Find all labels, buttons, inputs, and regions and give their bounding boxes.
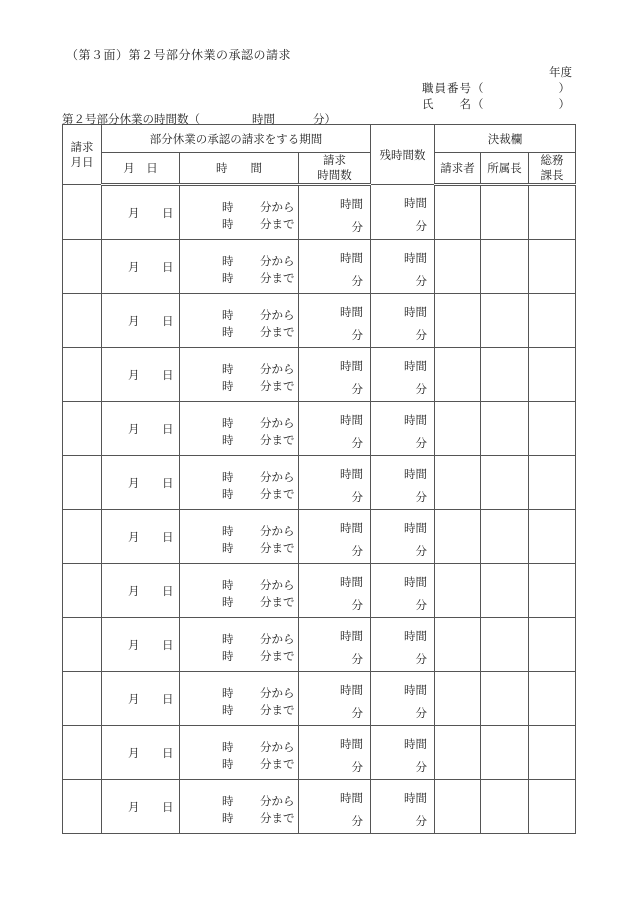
from-minute-unit: 分から [260,470,295,484]
month-unit: 月 [128,475,140,490]
time-range-cell[interactable] [180,726,299,780]
requester-seal-cell[interactable] [435,564,481,618]
requested-hours-cell[interactable] [299,780,371,834]
hours-unit: 時間 [340,791,364,805]
request-date-cell[interactable] [63,348,102,402]
month-unit: 月 [128,691,140,706]
minutes-unit: 分 [415,706,428,720]
to-hour-unit: 時 [222,811,234,825]
requested-hours-cell[interactable] [299,510,371,564]
hours-unit: 時間 [340,683,364,697]
to-minute-unit: 分まで [260,379,295,393]
department-head-seal-cell[interactable] [481,618,529,672]
requester-seal-cell[interactable] [435,240,481,294]
from-hour-unit: 時 [222,794,234,808]
header-approval-group: 決裁欄 [435,125,576,153]
table-row [63,726,576,780]
minutes-unit: 分 [415,219,428,233]
to-minute-unit: 分まで [260,757,295,771]
department-head-seal-cell[interactable] [481,402,529,456]
request-date-cell[interactable] [63,564,102,618]
time-range-cell[interactable] [180,294,299,348]
remaining-hours-cell[interactable] [371,348,435,402]
minutes-unit: 分） [313,112,336,126]
requester-seal-cell[interactable] [435,294,481,348]
time-range-cell[interactable] [180,402,299,456]
department-head-seal-cell[interactable] [481,672,529,726]
remaining-hours-cell[interactable] [371,780,435,834]
from-hour-unit: 時 [222,254,234,268]
month-day-cell[interactable] [102,618,180,672]
month-unit: 月 [128,637,140,652]
remaining-hours-cell[interactable] [371,402,435,456]
minutes-unit: 分 [351,274,364,288]
day-unit: 日 [162,637,174,652]
minutes-unit: 分 [351,652,364,666]
general-affairs-chief-seal-cell[interactable] [529,456,576,510]
table-row [63,456,576,510]
hours-unit: 時間 [252,112,275,126]
department-head-seal-cell[interactable] [481,726,529,780]
remaining-hours-cell[interactable] [371,726,435,780]
to-hour-unit: 時 [222,595,234,609]
remaining-hours-cell[interactable] [371,185,435,240]
hours-unit: 時間 [404,413,428,427]
requester-seal-cell[interactable] [435,348,481,402]
from-minute-unit: 分から [260,308,295,322]
from-hour-unit: 時 [222,740,234,754]
general-affairs-chief-seal-cell[interactable] [529,672,576,726]
month-day-cell[interactable] [102,564,180,618]
hours-unit: 時間 [340,629,364,643]
close-paren: ） [558,81,570,95]
from-minute-unit: 分から [260,740,295,754]
remaining-hours-cell[interactable] [371,294,435,348]
minutes-unit: 分 [415,598,428,612]
from-minute-unit: 分から [260,362,295,376]
time-range-cell[interactable] [180,780,299,834]
from-minute-unit: 分から [260,632,295,646]
table-row [63,780,576,834]
hours-unit: 時間 [404,575,428,589]
time-range-cell[interactable] [180,510,299,564]
hours-total-label: 第２号部分休業の時間数（ [62,112,200,126]
requester-seal-cell[interactable] [435,672,481,726]
minutes-unit: 分 [351,436,364,450]
month-unit: 月 [128,799,140,814]
month-day-cell[interactable] [102,348,180,402]
requester-seal-cell[interactable] [435,402,481,456]
requested-hours-cell[interactable] [299,672,371,726]
requester-seal-cell[interactable] [435,780,481,834]
hours-unit: 時間 [340,305,364,319]
requester-seal-cell[interactable] [435,510,481,564]
staff-number-field[interactable] [422,80,570,96]
hours-unit: 時間 [404,521,428,535]
hours-unit: 時間 [340,575,364,589]
general-affairs-chief-seal-cell[interactable] [529,726,576,780]
header-time: 時 間 [180,153,299,185]
fiscal-year-label: 年度 [549,65,572,79]
hours-unit: 時間 [404,196,428,210]
department-head-seal-cell[interactable] [481,780,529,834]
from-hour-unit: 時 [222,524,234,538]
minutes-unit: 分 [415,436,428,450]
day-unit: 日 [162,313,174,328]
month-day-cell[interactable] [102,672,180,726]
hours-unit: 時間 [340,251,364,265]
header-month-day: 月 日 [102,153,180,185]
request-date-cell[interactable] [63,726,102,780]
table-row [63,185,576,240]
from-minute-unit: 分から [260,686,295,700]
to-hour-unit: 時 [222,325,234,339]
table-row [63,672,576,726]
month-unit: 月 [128,367,140,382]
minutes-unit: 分 [415,490,428,504]
requested-hours-cell[interactable] [299,456,371,510]
minutes-unit: 分 [415,544,428,558]
general-affairs-chief-seal-cell[interactable] [529,618,576,672]
request-date-cell[interactable] [63,618,102,672]
time-range-cell[interactable] [180,348,299,402]
to-minute-unit: 分まで [260,217,295,231]
month-unit: 月 [128,421,140,436]
minutes-unit: 分 [415,760,428,774]
day-unit: 日 [162,583,174,598]
minutes-unit: 分 [351,760,364,774]
remaining-hours-cell[interactable] [371,618,435,672]
table-row [63,618,576,672]
requested-hours-cell[interactable] [299,618,371,672]
hours-unit: 時間 [340,359,364,373]
minutes-unit: 分 [351,490,364,504]
to-hour-unit: 時 [222,217,234,231]
from-hour-unit: 時 [222,578,234,592]
remaining-hours-cell[interactable] [371,240,435,294]
time-range-cell[interactable] [180,564,299,618]
general-affairs-chief-seal-cell[interactable] [529,185,576,240]
hours-unit: 時間 [340,467,364,481]
close-paren: ） [558,97,570,111]
request-date-cell[interactable] [63,185,102,240]
staff-name-input[interactable] [484,96,559,112]
from-hour-unit: 時 [222,632,234,646]
general-affairs-chief-seal-cell[interactable] [529,510,576,564]
header-requester: 請求者 [435,153,481,185]
minutes-unit: 分 [351,220,364,234]
day-unit: 日 [162,367,174,382]
month-unit: 月 [128,583,140,598]
from-hour-unit: 時 [222,416,234,430]
department-head-seal-cell[interactable] [481,185,529,240]
general-affairs-chief-seal-cell[interactable] [529,402,576,456]
to-hour-unit: 時 [222,433,234,447]
month-day-cell[interactable] [102,294,180,348]
header-department-head: 所属長 [481,153,529,185]
table-row [63,564,576,618]
hours-unit: 時間 [404,467,428,481]
to-hour-unit: 時 [222,271,234,285]
requested-hours-cell[interactable] [299,564,371,618]
department-head-seal-cell[interactable] [481,564,529,618]
day-unit: 日 [162,475,174,490]
from-hour-unit: 時 [222,308,234,322]
header-remaining-hours: 残時間数 [371,125,435,185]
to-minute-unit: 分まで [260,703,295,717]
requested-hours-cell[interactable] [299,726,371,780]
minutes-unit: 分 [415,328,428,342]
from-minute-unit: 分から [260,794,295,808]
table-row [63,240,576,294]
requested-hours-cell[interactable] [299,240,371,294]
from-minute-unit: 分から [260,578,295,592]
staff-name-label: 氏 名（ [422,97,485,111]
hours-unit: 時間 [340,413,364,427]
to-minute-unit: 分まで [260,271,295,285]
department-head-seal-cell[interactable] [481,348,529,402]
to-minute-unit: 分まで [260,649,295,663]
month-unit: 月 [128,205,140,220]
table-row [63,294,576,348]
remaining-hours-cell[interactable] [371,672,435,726]
request-date-cell[interactable] [63,402,102,456]
general-affairs-chief-seal-cell[interactable] [529,294,576,348]
department-head-seal-cell[interactable] [481,294,529,348]
to-hour-unit: 時 [222,649,234,663]
from-hour-unit: 時 [222,686,234,700]
staff-number-label: 職員番号（ [422,81,485,95]
to-hour-unit: 時 [222,487,234,501]
requested-hours-cell[interactable] [299,185,371,240]
from-hour-unit: 時 [222,470,234,484]
hours-unit: 時間 [404,305,428,319]
month-unit: 月 [128,259,140,274]
remaining-hours-cell[interactable] [371,456,435,510]
requested-hours-cell[interactable] [299,294,371,348]
requester-seal-cell[interactable] [435,726,481,780]
general-affairs-chief-seal-cell[interactable] [529,348,576,402]
hours-unit: 時間 [340,737,364,751]
hours-unit: 時間 [404,629,428,643]
month-day-cell[interactable] [102,402,180,456]
hours-unit: 時間 [404,359,428,373]
month-day-cell[interactable] [102,726,180,780]
department-head-seal-cell[interactable] [481,510,529,564]
staff-name-field[interactable] [422,96,570,112]
requester-seal-cell[interactable] [435,185,481,240]
month-unit: 月 [128,529,140,544]
from-hour-unit: 時 [222,200,234,214]
to-minute-unit: 分まで [260,487,295,501]
minutes-unit: 分 [351,706,364,720]
minutes-unit: 分 [351,328,364,342]
to-hour-unit: 時 [222,541,234,555]
month-day-cell[interactable] [102,456,180,510]
from-minute-unit: 分から [260,254,295,268]
general-affairs-chief-seal-cell[interactable] [529,780,576,834]
time-range-cell[interactable] [180,672,299,726]
remaining-hours-cell[interactable] [371,564,435,618]
minutes-unit: 分 [415,274,428,288]
form-title: （第３面）第２号部分休業の承認の請求 [66,48,292,62]
table-row [63,402,576,456]
remaining-hours-cell[interactable] [371,510,435,564]
to-hour-unit: 時 [222,703,234,717]
partial-leave-request-table [62,124,576,834]
from-hour-unit: 時 [222,362,234,376]
minutes-unit: 分 [351,814,364,828]
request-date-cell[interactable] [63,780,102,834]
time-range-cell[interactable] [180,456,299,510]
to-minute-unit: 分まで [260,811,295,825]
header-period-group: 部分休業の承認の請求をする期間 [102,125,371,153]
hours-unit: 時間 [404,737,428,751]
time-range-cell[interactable] [180,240,299,294]
to-minute-unit: 分まで [260,433,295,447]
to-hour-unit: 時 [222,379,234,393]
minutes-unit: 分 [351,544,364,558]
month-day-cell[interactable] [102,240,180,294]
request-date-cell[interactable] [63,240,102,294]
day-unit: 日 [162,205,174,220]
header-general-affairs-chief: 総務 課長 [529,153,576,185]
requester-seal-cell[interactable] [435,456,481,510]
day-unit: 日 [162,529,174,544]
to-minute-unit: 分まで [260,595,295,609]
month-unit: 月 [128,745,140,760]
from-minute-unit: 分から [260,200,295,214]
to-minute-unit: 分まで [260,325,295,339]
hours-unit: 時間 [404,791,428,805]
to-minute-unit: 分まで [260,541,295,555]
requester-seal-cell[interactable] [435,618,481,672]
minutes-unit: 分 [415,652,428,666]
month-day-cell[interactable] [102,510,180,564]
day-unit: 日 [162,799,174,814]
to-hour-unit: 時 [222,757,234,771]
hours-unit: 時間 [340,197,364,211]
table-row [63,348,576,402]
general-affairs-chief-seal-cell[interactable] [529,564,576,618]
hours-unit: 時間 [340,521,364,535]
day-unit: 日 [162,259,174,274]
day-unit: 日 [162,691,174,706]
time-range-cell[interactable] [180,618,299,672]
department-head-seal-cell[interactable] [481,456,529,510]
month-day-cell[interactable] [102,185,180,240]
day-unit: 日 [162,421,174,436]
minutes-unit: 分 [351,598,364,612]
hours-unit: 時間 [404,251,428,265]
header-request-date: 請求 月日 [63,125,102,185]
request-date-cell[interactable] [63,294,102,348]
table-row [63,510,576,564]
staff-number-input[interactable] [484,80,559,96]
month-unit: 月 [128,313,140,328]
request-date-cell[interactable] [63,510,102,564]
request-date-cell[interactable] [63,672,102,726]
general-affairs-chief-seal-cell[interactable] [529,240,576,294]
request-date-cell[interactable] [63,456,102,510]
month-day-cell[interactable] [102,780,180,834]
minutes-unit: 分 [351,382,364,396]
department-head-seal-cell[interactable] [481,240,529,294]
time-range-cell[interactable] [180,185,299,240]
minutes-unit: 分 [415,814,428,828]
day-unit: 日 [162,745,174,760]
requested-hours-cell[interactable] [299,402,371,456]
hours-unit: 時間 [404,683,428,697]
minutes-unit: 分 [415,382,428,396]
from-minute-unit: 分から [260,524,295,538]
from-minute-unit: 分から [260,416,295,430]
header-requested-hours: 請求 時間数 [299,153,371,185]
requested-hours-cell[interactable] [299,348,371,402]
